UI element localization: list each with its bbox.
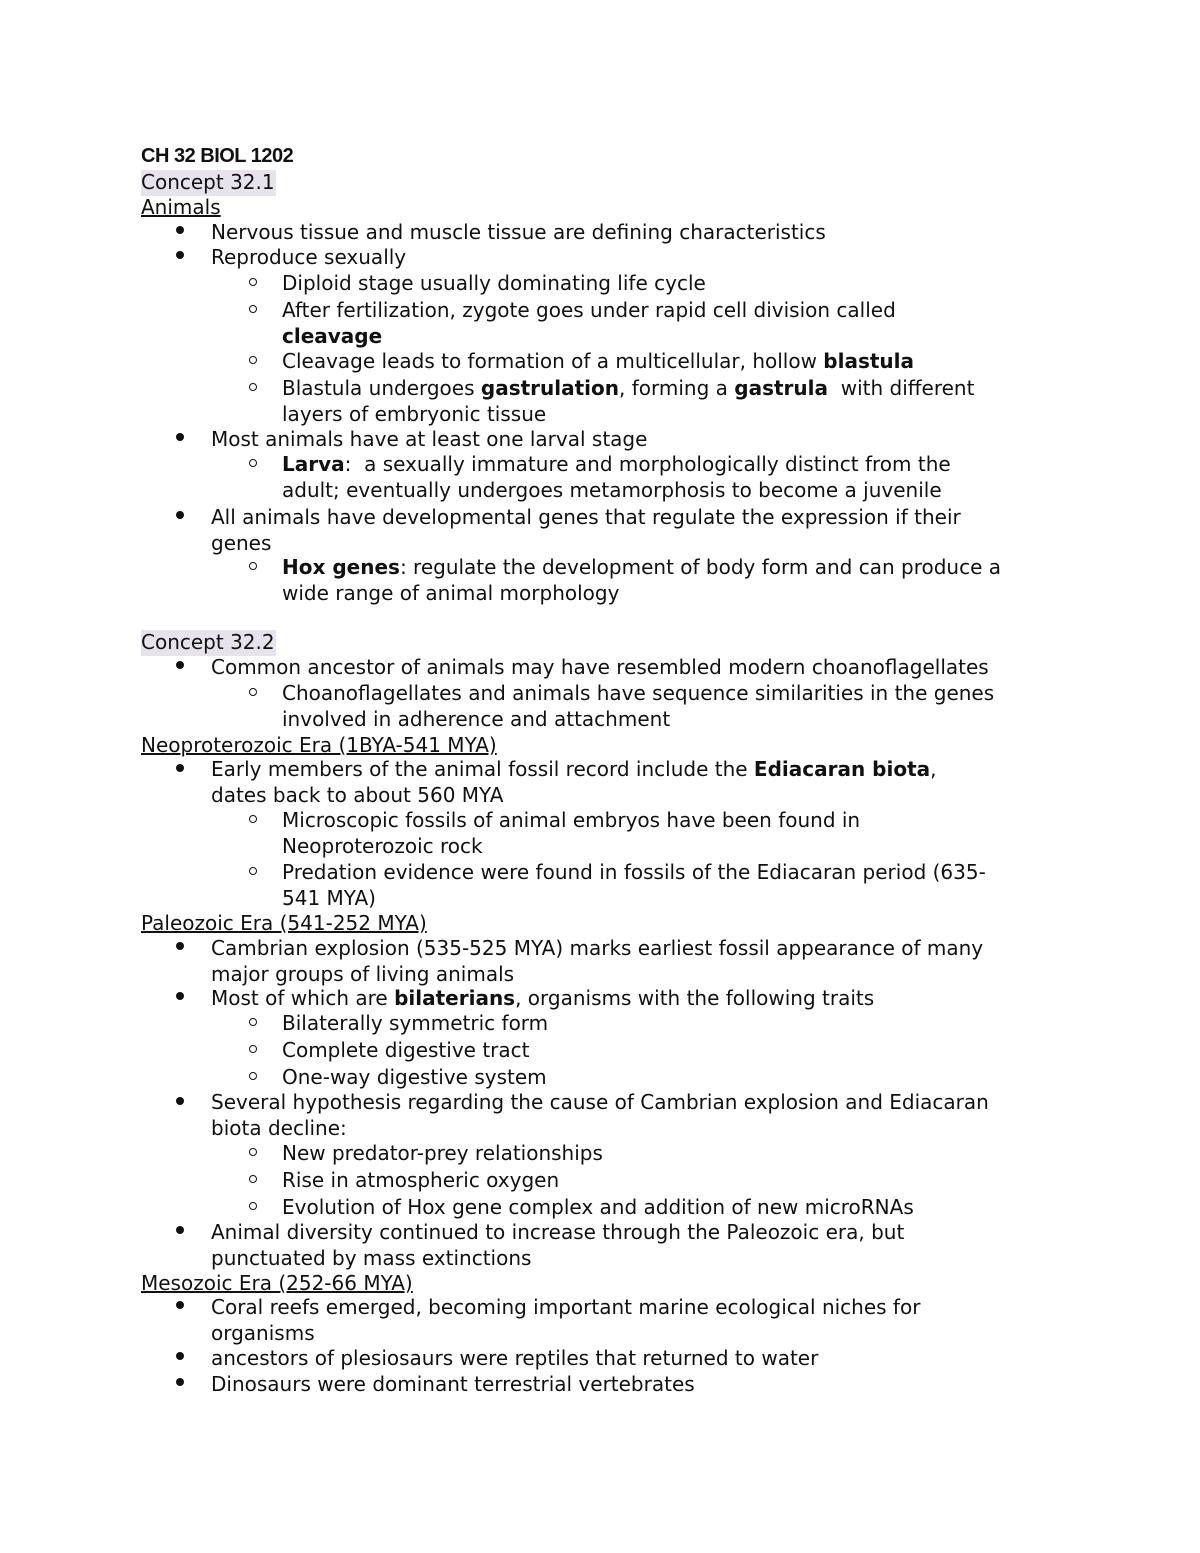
list-item — [211, 1090, 1091, 1141]
term-hox-genes: Hox genes — [282, 555, 400, 579]
list-item: Nervous tissue and muscle tissue are defining characteristics — [211, 220, 826, 244]
sub-list-item: Diploid stage usually dominating life cycle — [282, 271, 706, 295]
text: All animals have developmental genes that regulate the expression if their — [211, 505, 961, 529]
bullet-dot — [176, 1301, 184, 1309]
text: Coral reefs emerged, becoming important marine ecological niches for — [211, 1295, 921, 1319]
bullet-circle — [249, 356, 257, 364]
sub-list-item: Rise in atmospheric oxygen — [282, 1168, 560, 1192]
bullet-dot — [176, 764, 184, 772]
bullet-circle — [249, 1072, 257, 1080]
bullet-dot — [176, 226, 184, 234]
text: dates back to about 560 MYA — [211, 782, 504, 807]
sub-list-item — [282, 681, 1082, 732]
list-item: Common ancestor of animals may have resembled modern choanoflagellates — [211, 655, 989, 679]
bullet-circle — [249, 1045, 257, 1053]
bullet-circle — [249, 688, 257, 696]
text: 541 MYA) — [282, 885, 376, 910]
list-item — [211, 986, 1091, 1012]
sub-list-item: Complete digestive tract — [282, 1038, 530, 1062]
sub-list-item — [282, 808, 1082, 859]
document-title: CH 32 BIOL 1202 — [141, 145, 294, 167]
bullet-circle — [249, 1148, 257, 1156]
bullet-circle — [249, 815, 257, 823]
term-larva: Larva — [282, 452, 345, 476]
bullet-dot — [176, 992, 184, 1000]
sub-list-item: New predator-prey relationships — [282, 1141, 603, 1165]
text: with different — [828, 376, 975, 400]
list-item — [211, 757, 1091, 808]
text: Early members of the animal fossil record include the — [211, 757, 754, 781]
term-bilaterians: bilaterians — [394, 986, 516, 1010]
text: adult; eventually undergoes metamorphosis to become a juvenile — [282, 477, 942, 502]
mesozoic-heading: Mesozoic Era (252-66 MYA) — [141, 1271, 413, 1295]
bullet-circle — [249, 305, 257, 313]
list-item: Reproduce sexually — [211, 245, 407, 269]
text: Cleavage leads to formation of a multicellular, hollow — [282, 349, 824, 373]
term-gastrula: gastrula — [734, 376, 828, 400]
list-item — [211, 505, 1091, 556]
bullet-circle — [249, 459, 257, 467]
text: Predation evidence were found in fossils of the Ediacaran period (635- — [282, 860, 986, 884]
bullet-dot — [176, 1378, 184, 1386]
bullet-circle — [249, 867, 257, 875]
text: layers of embryonic tissue — [282, 401, 547, 426]
text: organisms — [211, 1320, 315, 1345]
list-item: Most animals have at least one larval stage — [211, 427, 648, 451]
text: Cambrian explosion (535-525 MYA) marks earliest fossil appearance of many — [211, 936, 984, 960]
text: Microscopic fossils of animal embryos have been found in — [282, 808, 861, 832]
list-item — [211, 1220, 1091, 1271]
sub-list-item: Bilaterally symmetric form — [282, 1011, 549, 1035]
bullet-dot — [176, 1352, 184, 1360]
bullet-dot — [176, 251, 184, 259]
text: After fertilization, zygote goes under rapid cell division called — [282, 298, 896, 322]
sub-list-item — [282, 349, 1082, 375]
text: major groups of living animals — [211, 961, 515, 986]
bullet-dot — [176, 511, 184, 519]
term-blastula: blastula — [823, 349, 915, 373]
text: involved in adherence and attachment — [282, 706, 671, 731]
text: wide range of animal morphology — [282, 580, 620, 605]
bullet-dot — [176, 433, 184, 441]
sub-list-item: Evolution of Hox gene complex and addition of new microRNAs — [282, 1195, 914, 1219]
text: Animal diversity continued to increase through the Paleozoic era, but — [211, 1220, 905, 1244]
text: Most of which are — [211, 986, 395, 1010]
animals-heading: Animals — [141, 195, 221, 219]
list-item: Dinosaurs were dominant terrestrial vertebrates — [211, 1372, 695, 1396]
text: Blastula undergoes — [282, 376, 481, 400]
sub-list-item — [282, 452, 1082, 503]
text: : regulate the development of body form and can produce a — [399, 555, 1001, 579]
sub-list-item — [282, 376, 1082, 427]
bullet-circle — [249, 1018, 257, 1026]
text: Neoproterozoic rock — [282, 833, 483, 858]
sub-list-item — [282, 555, 1082, 606]
text: , forming a — [619, 376, 735, 400]
text: : a sexually immature and morphologically distinct from the — [344, 452, 951, 476]
bullet-circle — [249, 1175, 257, 1183]
term-ediacaran-biota: Ediacaran biota — [753, 757, 931, 781]
bullet-circle — [249, 1202, 257, 1210]
concept-32-1-label: Concept 32.1 — [141, 170, 275, 194]
text: biota decline: — [211, 1115, 347, 1140]
list-item — [211, 1295, 1091, 1346]
bullet-dot — [176, 661, 184, 669]
bullet-circle — [249, 562, 257, 570]
concept-32-2-label: Concept 32.2 — [141, 630, 275, 654]
bullet-circle — [249, 383, 257, 391]
text: Choanoflagellates and animals have sequence similarities in the genes — [282, 681, 995, 705]
text: Several hypothesis regarding the cause of Cambrian explosion and Ediacaran — [211, 1090, 989, 1114]
text: , — [930, 757, 937, 781]
text: genes — [211, 530, 272, 555]
term-gastrulation: gastrulation — [480, 376, 620, 400]
bullet-circle — [249, 278, 257, 286]
sub-list-item — [282, 298, 1082, 349]
neoproterozoic-heading: Neoproterozoic Era (1BYA-541 MYA) — [141, 733, 497, 757]
text: punctuated by mass extinctions — [211, 1245, 532, 1270]
text: , organisms with the following traits — [515, 986, 875, 1010]
term-cleavage: cleavage — [282, 323, 383, 348]
paleozoic-heading: Paleozoic Era (541-252 MYA) — [141, 911, 427, 935]
list-item: ancestors of plesiosaurs were reptiles that returned to water — [211, 1346, 819, 1370]
sub-list-item — [282, 860, 1082, 911]
bullet-dot — [176, 1226, 184, 1234]
sub-list-item: One-way digestive system — [282, 1065, 547, 1089]
bullet-dot — [176, 942, 184, 950]
bullet-dot — [176, 1097, 184, 1105]
list-item — [211, 936, 1091, 987]
